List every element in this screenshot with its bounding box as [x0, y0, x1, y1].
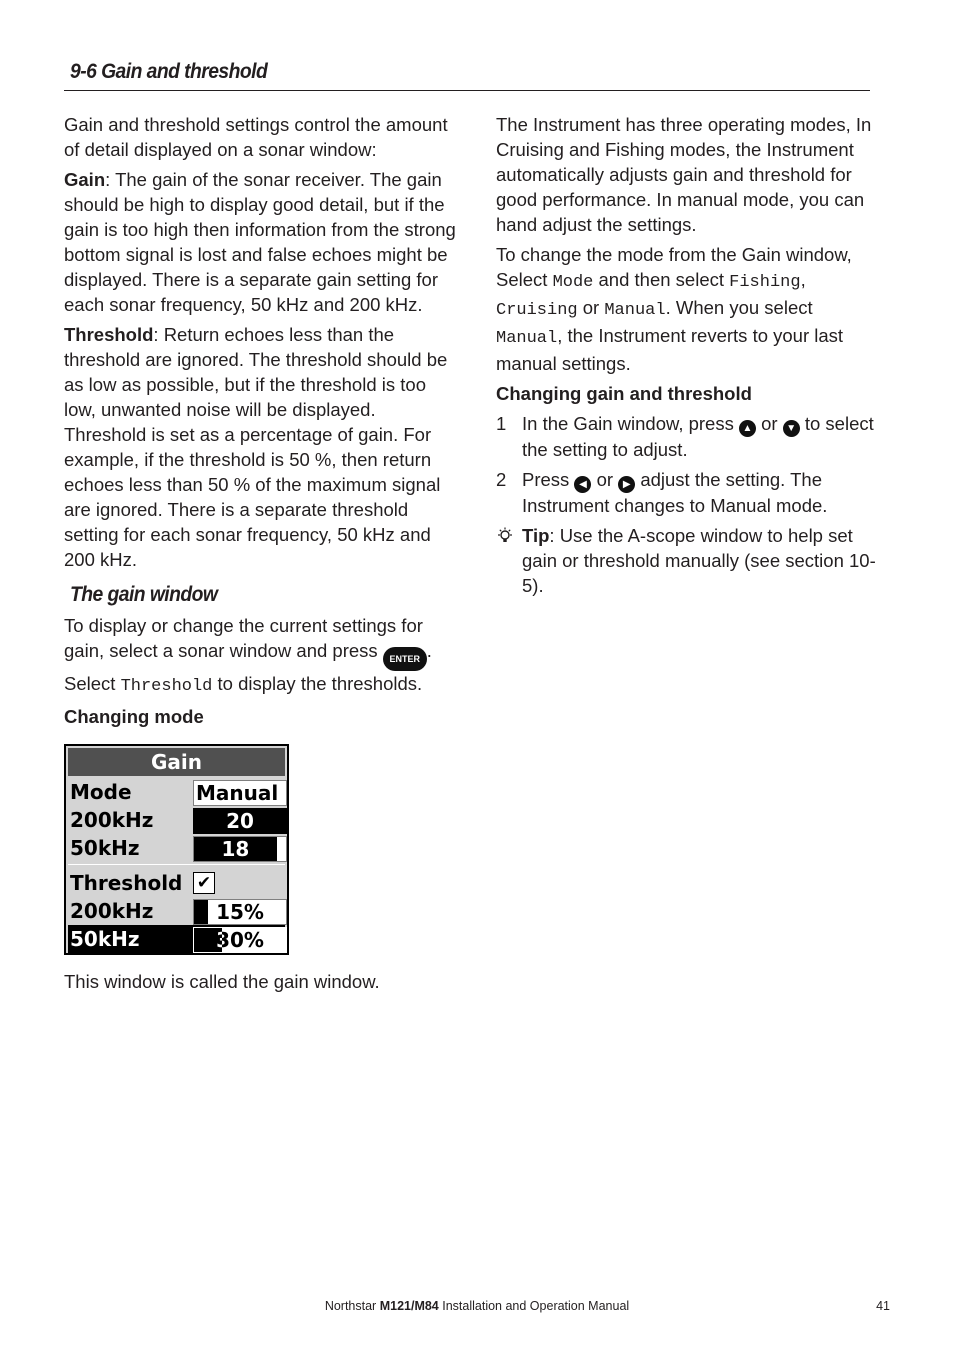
- threshold-term: Threshold: [64, 324, 154, 345]
- step-2-number: 2: [496, 469, 507, 490]
- mode-row: [68, 778, 285, 806]
- gain-200-row: [68, 806, 285, 834]
- tip-text: : Use the A-scope window to help set gain or threshold manually (see section 10-5).: [522, 525, 876, 596]
- gain-window-screenshot: [64, 744, 289, 955]
- changing-gain-heading: Changing gain and threshold: [496, 383, 752, 404]
- tip-paragraph: [496, 523, 878, 598]
- page-footer: [0, 1299, 954, 1313]
- threshold-200-row: [68, 897, 285, 925]
- change-text-4: , the Instrument reverts to your last manual settings.: [496, 325, 844, 374]
- left-column: [64, 112, 460, 999]
- gain-50-row: [68, 834, 285, 862]
- threshold-description: : Return echoes less than the threshold are ignored. The threshold should be as low as possible, but if the threshold is too low, unwanted noise will be displayed. Threshold is set as a percentage of gain. For example, if the threshold is 50 %, then return echoes less than 50 % of the maximum signal are ignored. There is a separate threshold setting for each sonar frequency, 50 kHz and 200 kHz.: [64, 324, 448, 570]
- step-1: [496, 411, 878, 462]
- intro-paragraph: Gain and threshold settings control the amount of detail displayed on a sonar window:: [64, 114, 448, 160]
- change-mode-paragraph: [496, 242, 878, 376]
- step-2-text-2: adjust the setting. The Instrument changes to Manual mode.: [522, 469, 828, 516]
- change-text-3: . When you select: [665, 297, 813, 318]
- footer-title: Installation and Operation Manual: [442, 1299, 630, 1313]
- code-mode: Mode: [552, 273, 594, 292]
- step-2-text: Press: [522, 469, 570, 490]
- gain-50-bar: [193, 836, 287, 862]
- code-fishing: Fishing: [729, 273, 801, 292]
- or-text: or: [582, 297, 600, 318]
- gain-window-title: Gain: [68, 748, 285, 776]
- gain-50-value: 18: [221, 837, 250, 861]
- down-arrow-key-icon: ▼: [783, 420, 800, 437]
- lightbulb-icon: [496, 527, 514, 545]
- threshold-200-value: 15%: [216, 900, 264, 924]
- changing-mode-heading: Changing mode: [64, 706, 204, 727]
- gain-term: Gain: [64, 169, 106, 190]
- gain-window-divider: [68, 864, 285, 865]
- threshold-code: Threshold: [120, 677, 213, 696]
- step-1-or: or: [761, 413, 778, 434]
- display-text-3: to display the thresholds.: [217, 673, 423, 694]
- threshold-paragraph: [64, 322, 460, 572]
- gain-200-label: 200kHz: [70, 808, 154, 832]
- mode-value-box: [193, 780, 287, 806]
- right-column: [496, 112, 878, 603]
- step-1-text: In the Gain window, press: [522, 413, 734, 434]
- code-cruising: Cruising: [496, 301, 578, 320]
- tip-term: Tip: [522, 525, 550, 546]
- gain-description: : The gain of the sonar receiver. The gain should be high to display good detail, but if the gain is too high then information from the strong bottom signal is lost and false echoes might be displayed. There is a separate gain setting for each sonar frequency, 50 kHz and 200 kHz.: [64, 169, 456, 315]
- section-heading: 9-6 Gain and threshold: [70, 60, 268, 83]
- change-text-2: and then select: [598, 269, 724, 290]
- footer-model: M121/M84: [379, 1299, 439, 1313]
- code-manual-2: Manual: [496, 329, 558, 348]
- display-text: To display or change the current settings for gain, select a sonar window and press: [64, 615, 423, 661]
- steps-list: [496, 411, 878, 518]
- threshold-checkbox: ✔: [193, 872, 215, 894]
- threshold-label: Threshold: [70, 871, 183, 895]
- comma: ,: [800, 269, 806, 290]
- gain-200-bar: [193, 808, 287, 834]
- step-1-number: 1: [496, 413, 507, 434]
- modes-paragraph: The Instrument has three operating modes, In Cruising and Fishing modes, the Instrument automatically adjusts gain and threshold for good performance. In manual mode, you can hand adjust the settings.: [496, 114, 872, 235]
- enter-key-icon: ENTER: [383, 647, 427, 671]
- step-1-text-2: to select the setting to adjust.: [522, 413, 874, 460]
- footer-brand: Northstar: [324, 1299, 377, 1313]
- code-manual: Manual: [604, 301, 666, 320]
- gain-window-caption: This window is called the gain window.: [64, 971, 380, 992]
- page-number: 41: [876, 1299, 890, 1313]
- threshold-50-row: [68, 925, 285, 953]
- change-text-1: To change the mode from the Gain window, Select: [496, 244, 852, 290]
- threshold-200-bar: [193, 899, 287, 925]
- gain-paragraph: [64, 167, 460, 317]
- heading-divider: [64, 90, 870, 91]
- threshold-50-bar: [193, 927, 287, 953]
- mode-label: Mode: [70, 780, 132, 804]
- right-arrow-key-icon: ▶: [618, 476, 635, 493]
- step-2: [496, 467, 878, 518]
- threshold-50-label: 50kHz: [70, 927, 140, 951]
- threshold-50-value: 30%: [216, 928, 264, 952]
- threshold-row: [68, 869, 285, 897]
- left-arrow-key-icon: ◀: [574, 476, 591, 493]
- gain-50-label: 50kHz: [70, 836, 140, 860]
- mode-value: Manual: [196, 781, 279, 805]
- threshold-200-label: 200kHz: [70, 899, 154, 923]
- up-arrow-key-icon: ▲: [739, 420, 756, 437]
- gain-window-heading: The gain window: [70, 583, 218, 606]
- step-2-or: or: [596, 469, 614, 490]
- display-text-2: . Select: [64, 640, 432, 694]
- gain-200-value: 20: [226, 809, 254, 833]
- display-paragraph: [64, 613, 460, 699]
